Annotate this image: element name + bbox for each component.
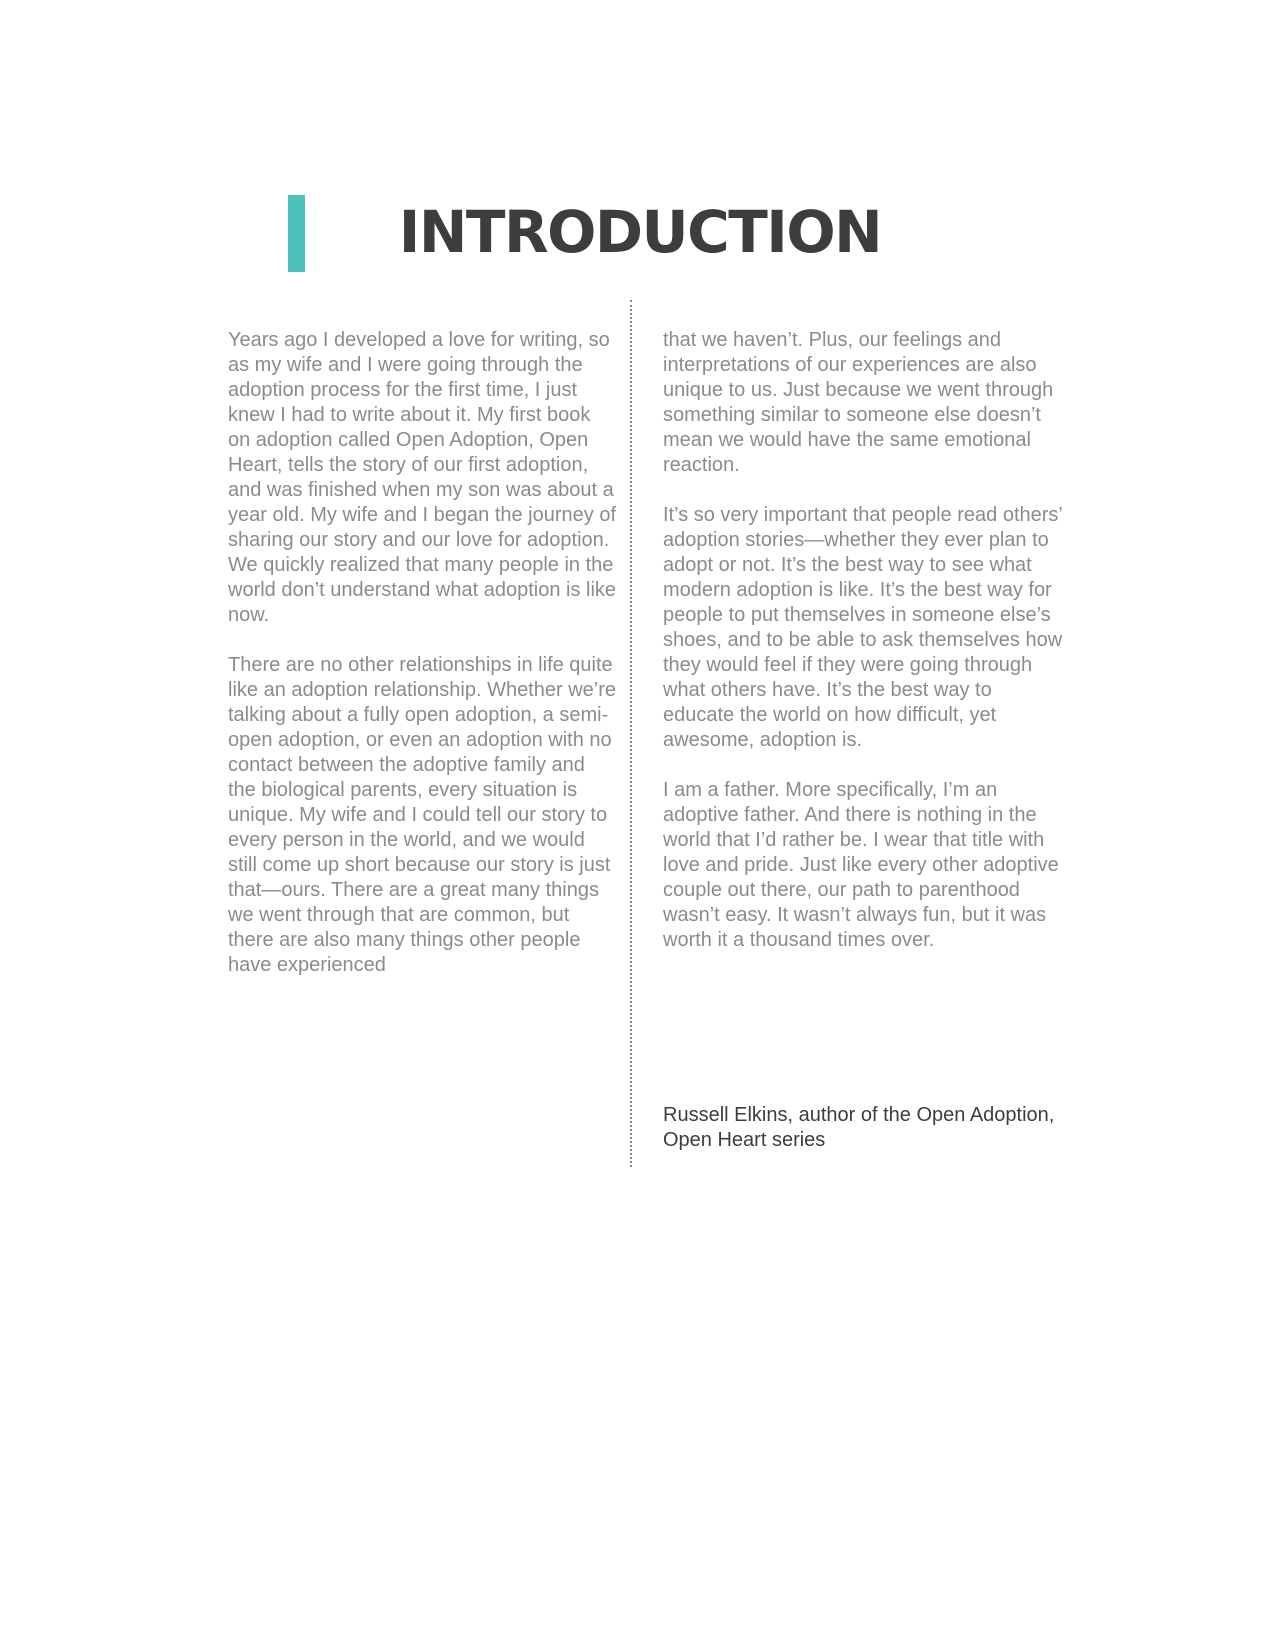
paragraph: Years ago I developed a love for writing, so as my wife and I were going through the adoption process for the first time, I just knew I had to write about it. My first book on adoption called Open Adoption, Open Heart, tells the story of our first adoption, and was finished when my son was about a year old. My wife and I began the journey of sharing our story and our love for adoption. We quickly realized that many people in the world don’t understand what adoption is like now. [228, 329, 617, 626]
paragraph: that we haven’t. Plus, our feelings and interpretations of our experiences are also unique to us. Just because we went through something similar to someone else doesn’t mean we would have the same emotional reaction. [663, 329, 1054, 476]
author-signature: Russell Elkins, author of the Open Adoption, Open Heart series [663, 1104, 1055, 1151]
left-column [228, 328, 618, 1003]
paragraph: There are no other relationships in life quite like an adoption relationship. Whether we’re talking about a fully open adoption, a semi-open adoption, or even an adoption with no contact between the adoptive family and the biological parents, every situation is unique. My wife and I could tell our story to every person in the world, and we would still come up short because our story is just that—ours. There are a great many things we went through that are common, but there are also many things other people have experienced [228, 654, 616, 976]
paragraph: It’s so very important that people read others’ adoption stories—whether they ever plan to adopt or not. It’s the best way to see what modern adoption is like. It’s the best way for people to put themselves in someone else’s shoes, and to be able to ask themselves how they would feel if they were going through what others have. It’s the best way to educate the world on how difficult, yet awesome, adoption is. [663, 504, 1063, 751]
right-column [663, 328, 1063, 978]
page-title: INTRODUCTION [398, 198, 882, 266]
column-divider [630, 300, 632, 1167]
paragraph: I am a father. More specifically, I’m an adoptive father. And there is nothing in the world that I’d rather be. I wear that title with love and pride. Just like every other adoptive couple out there, our path to parenthood wasn’t easy. It wasn’t always fun, but it was worth it a thousand times over. [663, 779, 1059, 951]
